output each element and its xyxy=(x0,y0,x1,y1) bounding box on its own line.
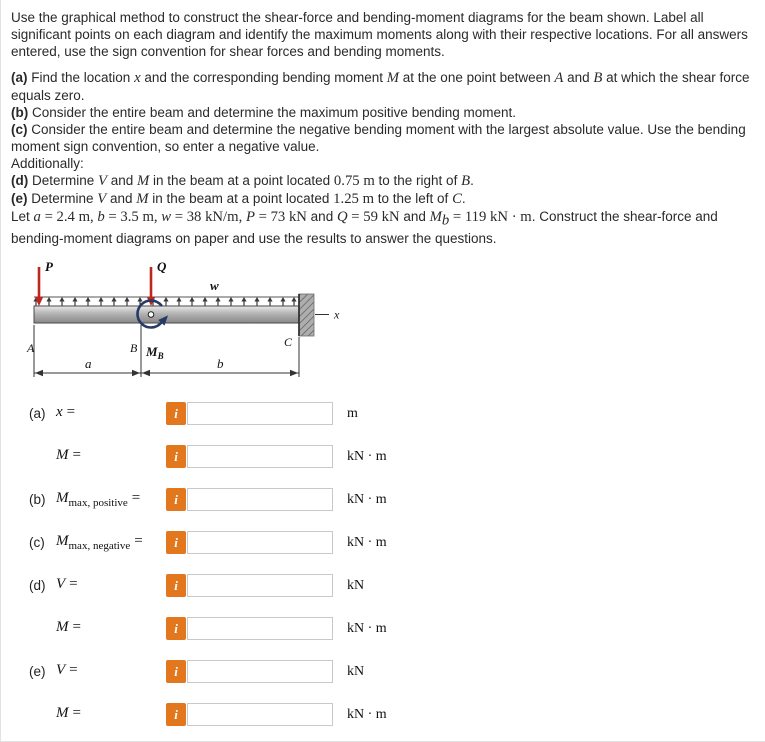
unit-label: kN xyxy=(347,577,365,593)
unit-label: m xyxy=(347,405,358,421)
additionally-note: Additionally: xyxy=(11,156,84,171)
equals-sign: = xyxy=(66,404,76,421)
info-button[interactable]: i xyxy=(166,488,186,511)
load-q-label: Q xyxy=(157,258,167,274)
info-button[interactable]: i xyxy=(166,402,186,425)
variable-label: M xyxy=(56,705,69,722)
point-c-label: C xyxy=(284,334,293,349)
info-button[interactable]: i xyxy=(166,660,186,683)
given-values: Let a = 2.4 m, b = 3.5 m, w = 38 kN/m, P = 73 kN and Q = 59 kN and $M_b = 119$ kN · m. Construct the shear-force and bending-moment diagrams on paper and use the results to answer the questions. xyxy=(11,209,718,246)
problem-intro: Use the graphical method to construct the shear-force and bending-moment diagrams for the beam shown. Label all significant points on each diagram and identify the maximum moments along with their respective locations. For all answers entered, use the sign convention for shear forces and bending moments. xyxy=(11,10,748,59)
part-label: (d) xyxy=(29,578,46,594)
point-a-label: A xyxy=(27,340,35,355)
fixed-support-wall xyxy=(299,294,314,336)
point-b-label: B xyxy=(130,340,138,355)
answer-row-e-v xyxy=(29,660,757,684)
beam-figure xyxy=(26,257,757,392)
variable-label: V xyxy=(56,662,66,679)
beam-bar xyxy=(34,306,299,323)
answer-input-c[interactable] xyxy=(187,531,333,554)
equals-sign: = xyxy=(72,447,81,464)
point-b-marker xyxy=(148,311,154,317)
variable-label: M xyxy=(56,447,69,464)
part-d-text: (d) Determine V and M in the beam at a point located 0.75 m to the right of B. xyxy=(11,173,474,189)
part-e-text: (e) Determine V and M in the beam at a point located 1.25 m to the left of C. xyxy=(11,191,466,207)
unit-label: kN · m xyxy=(347,620,387,636)
variable-label: M xyxy=(56,533,69,550)
unit-label: kN · m xyxy=(347,534,387,550)
dimension-lines xyxy=(34,325,299,377)
equals-sign: = xyxy=(72,619,81,636)
answer-section xyxy=(11,402,757,727)
equals-sign: = xyxy=(131,490,141,507)
unit-label: kN · m xyxy=(347,491,387,507)
variable-subscript: max, positive xyxy=(68,497,128,510)
equals-sign: = xyxy=(69,576,78,593)
distributed-load-arrows xyxy=(33,297,296,306)
variable-label: x xyxy=(56,404,63,421)
unit-label: kN · m xyxy=(347,706,387,722)
info-button[interactable]: i xyxy=(166,531,186,554)
variable-label: M xyxy=(56,490,69,507)
part-a-text: (a) Find the location x and the corresponding bending moment M at the one point between A and B at which the shear force equals zero. xyxy=(11,70,750,103)
part-b-text: (b) Consider the entire beam and determine the maximum positive bending moment. xyxy=(11,105,517,120)
dimension-b-label: b xyxy=(217,355,224,371)
part-label: (b) xyxy=(29,492,46,508)
info-button[interactable]: i xyxy=(166,574,186,597)
part-label: (c) xyxy=(29,535,45,551)
problem-parts xyxy=(11,69,757,208)
answer-row-a-x xyxy=(29,402,757,426)
variable-label: V xyxy=(56,576,66,593)
load-w-label: w xyxy=(210,277,219,293)
answer-input-a-x[interactable] xyxy=(187,402,333,425)
info-button[interactable]: i xyxy=(166,617,186,640)
answer-row-e-m xyxy=(29,703,757,727)
part-label: (e) xyxy=(29,664,46,680)
moment-mb-label: $M_B$ xyxy=(146,343,164,361)
equals-sign: = xyxy=(134,533,143,550)
answer-row-b xyxy=(29,488,757,512)
answer-row-d-v xyxy=(29,574,757,598)
x-axis-label: x xyxy=(334,307,340,322)
answer-row-a-m xyxy=(29,445,757,469)
unit-label: kN · m xyxy=(347,448,387,464)
answer-input-d-m[interactable] xyxy=(187,617,333,640)
beam-diagram-svg xyxy=(26,257,356,389)
equals-sign: = xyxy=(69,662,78,679)
answer-input-d-v[interactable] xyxy=(187,574,333,597)
info-button[interactable]: i xyxy=(166,445,186,468)
dimension-a-label: a xyxy=(85,355,92,371)
answer-input-e-m[interactable] xyxy=(187,703,333,726)
unit-label: kN xyxy=(347,663,365,679)
answer-input-e-v[interactable] xyxy=(187,660,333,683)
info-button[interactable]: i xyxy=(166,703,186,726)
equals-sign: = xyxy=(72,705,81,722)
answer-row-d-m xyxy=(29,617,757,641)
variable-label: M xyxy=(56,619,69,636)
part-c-text: (c) Consider the entire beam and determine the negative bending moment with the largest absolute value. Use the bending moment sign convention, so enter a negative value. xyxy=(11,122,746,154)
part-label: (a) xyxy=(29,406,46,422)
answer-input-b[interactable] xyxy=(187,488,333,511)
load-p-label: P xyxy=(45,258,53,274)
answer-row-c xyxy=(29,531,757,555)
variable-subscript: max, negative xyxy=(68,540,131,553)
answer-input-a-m[interactable] xyxy=(187,445,333,468)
